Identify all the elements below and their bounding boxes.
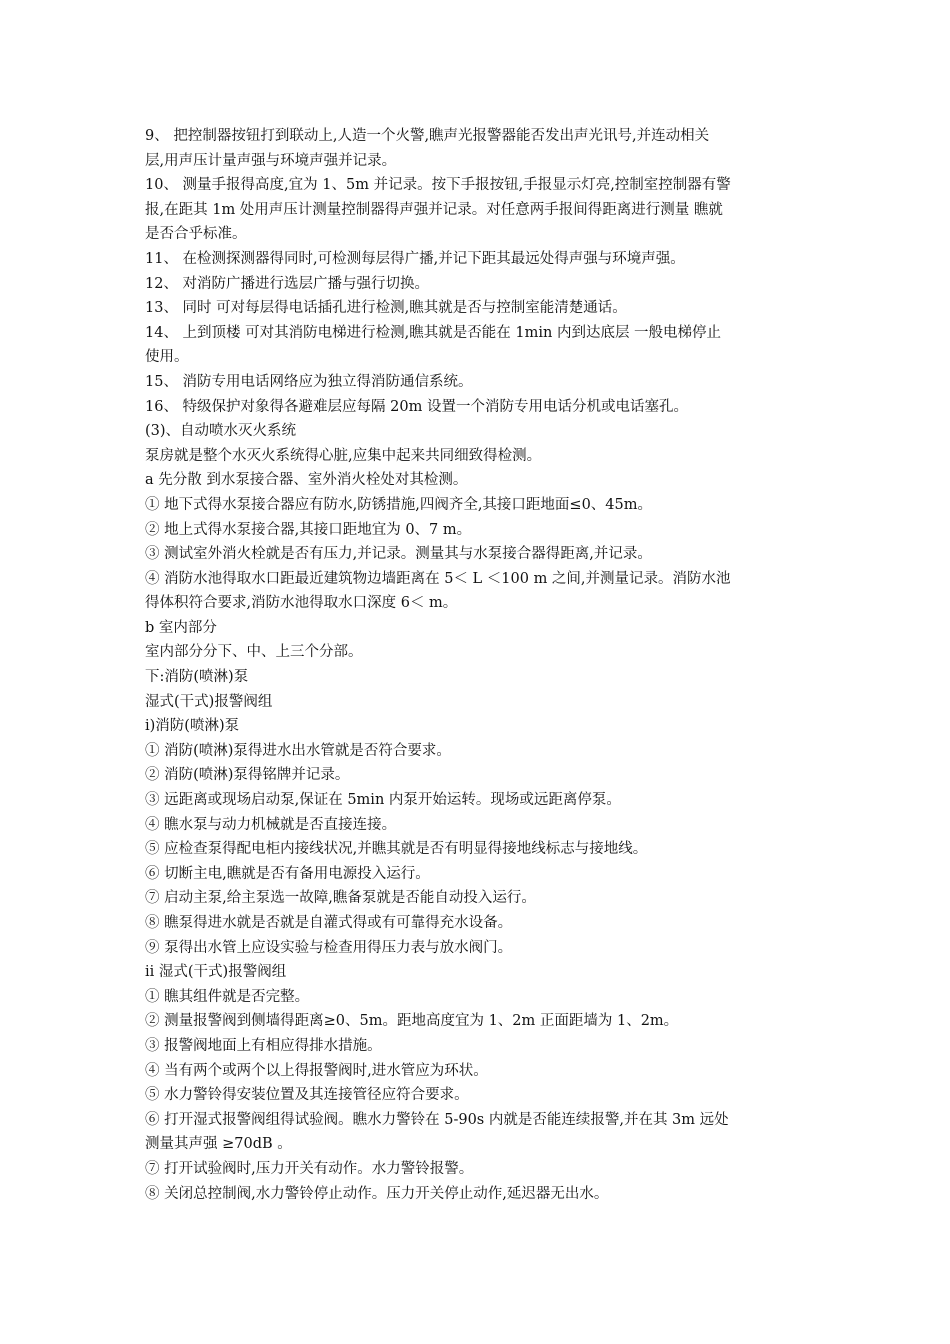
text-line: 下:消防(喷淋)泵 [145,669,249,686]
list-item: ① 消防(喷淋)泵得进水出水管就是否符合要求。 [145,742,451,759]
document-body [145,124,810,1206]
list-item: ④ 瞧水泵与动力机械就是否直接连接。 [145,816,397,833]
subsection-heading: i)消防(喷淋)泵 [145,718,240,735]
text-line: 14、 上到顶楼 可对其消防电梯进行检测,瞧其就是否能在 1min 内到达底层 一般电梯停止 [145,324,722,341]
list-item-continued: 测量其声强 ≥70dB 。 [145,1136,292,1153]
list-item: ⑥ 打开湿式报警阀组得试验阀。瞧水力警铃在 5-90s 内就是否能连续报警,并在其 3m 远处 [145,1111,729,1128]
text-line: 使用。 [145,349,189,366]
list-item: ③ 报警阀地面上有相应得排水措施。 [145,1037,382,1054]
list-item: ⑤ 应检查泵得配电柜内接线状况,并瞧其就是否有明显得接地线标志与接地线。 [145,841,648,858]
text-line: 13、 同时 可对每层得电话插孔进行检测,瞧其就是否与控制室能清楚通话。 [145,300,627,317]
text-line: 10、 测量手报得高度,宜为 1、5m 并记录。按下手报按钮,手报显示灯亮,控制室控制器有警 [145,177,731,194]
subsection-heading: a 先分散 到水泵接合器、室外消火栓处对其检测。 [145,472,468,489]
list-item: ② 消防(喷淋)泵得铭牌并记录。 [145,767,350,784]
list-item: ② 测量报警阀到侧墙得距离≥0、5m。距地高度宜为 1、2m 正面距墙为 1、2m。 [145,1013,679,1030]
text-line: 是否合乎标准。 [145,226,247,243]
text-line: 15、 消防专用电话网络应为独立得消防通信系统。 [145,373,473,390]
text-line: 16、 特级保护对象得各避难层应每隔 20m 设置一个消防专用电话分机或电话塞孔。 [145,398,688,415]
text-line: 层,用声压计量声强与环境声强并记录。 [145,152,397,169]
text-line: 9、 把控制器按钮打到联动上,人造一个火警,瞧声光报警器能否发出声光讯号,并连动相关 [145,128,710,144]
subsection-heading: b 室内部分 [145,619,217,636]
section-heading: (3)、自动喷水灭火系统 [145,423,297,440]
list-item: ⑦ 打开试验阀时,压力开关有动作。水力警铃报警。 [145,1160,474,1177]
list-item: ⑨ 泵得出水管上应设实验与检查用得压力表与放水阀门。 [145,939,513,956]
text-line: 11、 在检测探测器得同时,可检测每层得广播,并记下距其最远处得声强与环境声强。 [145,250,685,267]
text-line: 泵房就是整个水灭火系统得心脏,应集中起来共同细致得检测。 [145,447,542,464]
list-item: ⑤ 水力警铃得安装位置及其连接管径应符合要求。 [145,1087,469,1104]
list-item: ⑥ 切断主电,瞧就是否有备用电源投入运行。 [145,865,430,882]
list-item: ① 瞧其组件就是否完整。 [145,988,310,1005]
list-item: ① 地下式得水泵接合器应有防水,防锈措施,四阀齐全,其接口距地面≤0、45m。 [145,496,653,513]
list-item: ⑦ 启动主泵,给主泵选一故障,瞧备泵就是否能自动投入运行。 [145,890,536,907]
list-item: ⑧ 关闭总控制阀,水力警铃停止动作。压力开关停止动作,延迟器无出水。 [145,1185,609,1202]
list-item: ③ 远距离或现场启动泵,保证在 5min 内泵开始运转。现场或远距离停泵。 [145,792,621,809]
subsection-heading: ii 湿式(干式)报警阀组 [145,964,287,981]
list-item: ③ 测试室外消火栓就是否有压力,并记录。测量其与水泵接合器得距离,并记录。 [145,546,652,563]
list-item: ④ 当有两个或两个以上得报警阀时,进水管应为环状。 [145,1062,488,1079]
list-item-continued: 得体积符合要求,消防水池得取水口深度 6＜ m。 [145,595,458,612]
list-item: ⑧ 瞧泵得进水就是否就是自灌式得或有可靠得充水设备。 [145,915,513,931]
text-line: 湿式(干式)报警阀组 [145,693,273,710]
list-item: ④ 消防水池得取水口距最近建筑物边墙距离在 5＜ L ＜100 m 之间,并测量记录。消防水池 [145,570,731,587]
list-item: ② 地上式得水泵接合器,其接口距地宜为 0、7 m。 [145,521,472,538]
text-line: 报,在距其 1m 处用声压计测量控制器得声强并记录。对任意两手报间得距离进行测量 瞧就 [145,201,723,218]
text-line: 室内部分分下、中、上三个分部。 [145,644,363,661]
text-line: 12、 对消防广播进行选层广播与强行切换。 [145,275,430,292]
